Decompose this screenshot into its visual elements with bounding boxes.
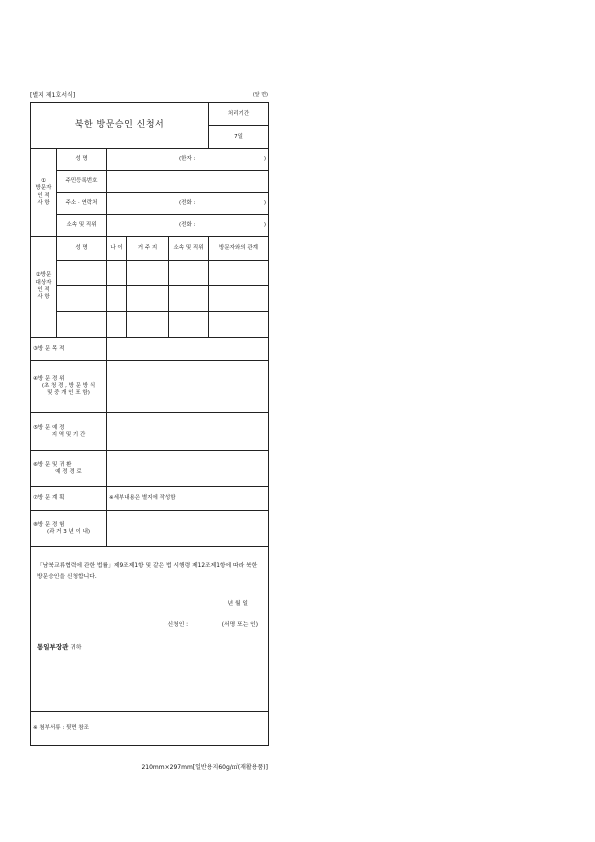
date-line: 년 월 일 xyxy=(227,601,249,607)
paper-spec: 210mm×297mm[일반용지60g/㎡(재활용품)] xyxy=(141,764,268,771)
target-cell[interactable] xyxy=(57,312,107,338)
applicant-affiliation-field[interactable]: (전화 : ) xyxy=(107,215,269,237)
visit-schedule-label: ⑤방 문 예 정 지 역 및 기 간 xyxy=(31,413,107,451)
applicant-address-label: 주소 · 연락처 xyxy=(57,193,107,215)
processing-period-value: 7일 xyxy=(209,126,269,149)
recipient-line xyxy=(37,641,262,654)
target-header-residence: 거 주 지 xyxy=(127,237,169,261)
visit-purpose-label: ③방 문 목 적 xyxy=(31,338,107,361)
target-cell[interactable] xyxy=(209,286,269,312)
target-cell[interactable] xyxy=(107,261,127,286)
visit-plan-field[interactable]: ※세부내용은 별지에 작성함 xyxy=(107,487,269,511)
form-title: 북한 방문승인 신청서 xyxy=(31,103,209,149)
applicant-name-label: 성 명 xyxy=(57,149,107,171)
target-row xyxy=(31,261,269,286)
form-side: (앞 면) xyxy=(252,92,268,98)
statement-text: 「남북교류협력에 관한 법률」제9조제1항 및 같은 법 시행령 제12조제1항에 따라 북한 방문승인을 신청합니다. xyxy=(37,563,258,580)
processing-period-label: 처리기간 xyxy=(209,103,269,126)
visit-history-label: ⑧방 문 경 험 (과 거 3 년 이 내) xyxy=(31,511,107,547)
applicant-affiliation-label: 소속 및 직위 xyxy=(57,215,107,237)
applicant-rrn-label: 주민등록번호 xyxy=(57,171,107,193)
form-sheet xyxy=(30,90,268,746)
form-table xyxy=(30,102,269,746)
visit-route-field[interactable] xyxy=(107,451,269,487)
visit-purpose-field[interactable] xyxy=(107,338,269,361)
target-cell[interactable] xyxy=(127,286,169,312)
target-cell[interactable] xyxy=(107,312,127,338)
signature-field[interactable]: (서명 또는 인) xyxy=(221,622,259,628)
target-cell[interactable] xyxy=(57,261,107,286)
applicant-name-field[interactable]: (한자 : ) xyxy=(107,149,269,171)
recipient-suffix: 귀하 xyxy=(70,645,82,651)
visit-background-field[interactable] xyxy=(107,361,269,413)
target-cell[interactable] xyxy=(107,286,127,312)
target-row xyxy=(31,312,269,338)
target-cell[interactable] xyxy=(209,312,269,338)
target-cell[interactable] xyxy=(127,261,169,286)
target-header-relation: 방문자와의 관계 xyxy=(209,237,269,261)
target-header-age: 나 이 xyxy=(107,237,127,261)
recipient-name: 통일부장관 xyxy=(37,643,69,651)
target-cell[interactable] xyxy=(57,286,107,312)
target-cell[interactable] xyxy=(127,312,169,338)
visit-background-label: ④방 문 경 위 (초 청 경 , 방 문 방 식 및 중 개 인 포 함) xyxy=(31,361,107,413)
target-section-label: ②방문 대상자 인 적 사 항 xyxy=(31,237,57,338)
applicant-address-field[interactable]: (전화 : ) xyxy=(107,193,269,215)
target-cell[interactable] xyxy=(209,261,269,286)
target-cell[interactable] xyxy=(169,261,209,286)
form-id: [별지 제1호서식] xyxy=(30,92,76,99)
visit-plan-label: ⑦방 문 계 획 xyxy=(31,487,107,511)
target-header-affiliation: 소속 및 직위 xyxy=(169,237,209,261)
target-cell[interactable] xyxy=(169,312,209,338)
visit-route-label: ⑥방 문 및 귀 환 예 정 경 로 xyxy=(31,451,107,487)
target-row xyxy=(31,286,269,312)
applicant-sign-line: 신청인 : (서명 또는 인) xyxy=(167,622,259,628)
visit-history-field[interactable] xyxy=(107,511,269,547)
statement-block xyxy=(31,547,269,712)
target-header-name: 성 명 xyxy=(57,237,107,261)
applicant-rrn-field[interactable] xyxy=(107,171,269,193)
form-header xyxy=(30,90,268,102)
attachment-note: ※ 첨부서류 : 뒷면 참조 xyxy=(31,712,269,746)
applicant-section-label: ① 방문자 인 적 사 항 xyxy=(31,149,57,237)
visit-schedule-field[interactable] xyxy=(107,413,269,451)
target-cell[interactable] xyxy=(169,286,209,312)
